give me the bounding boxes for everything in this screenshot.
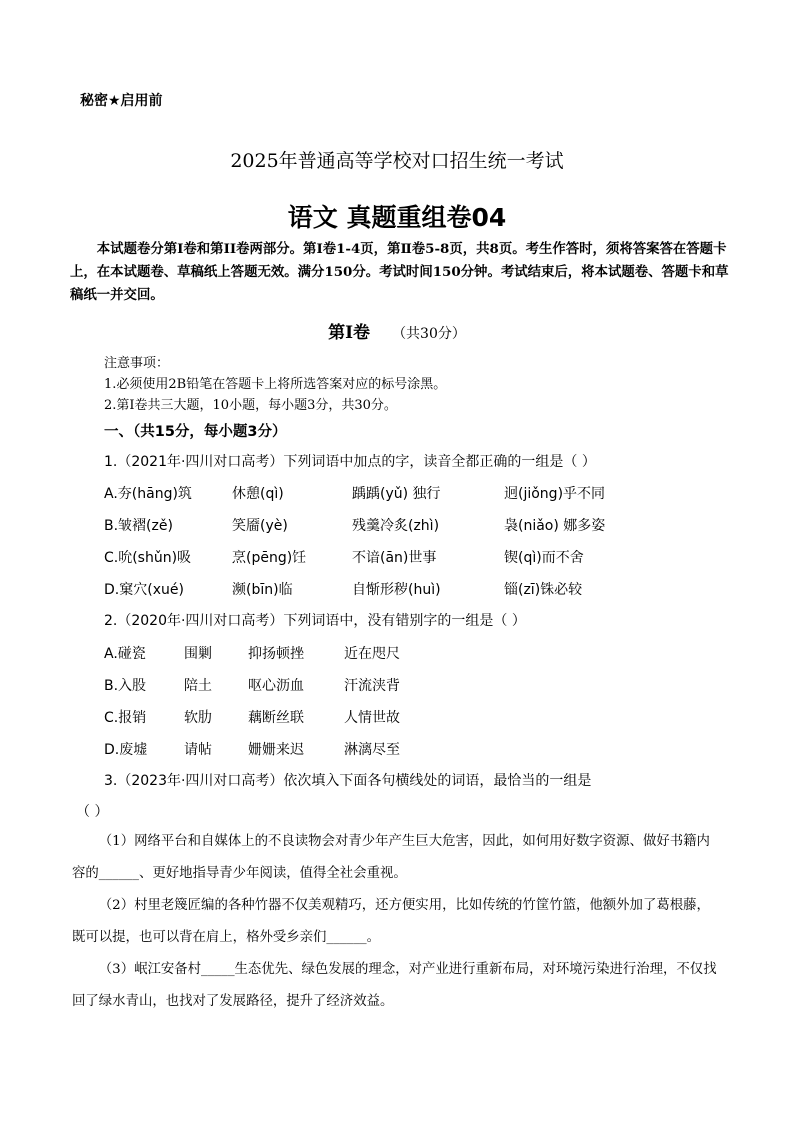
option-item: B.入股 [104,678,147,694]
fill-sentence: （1）网络平台和自媒体上的不良读物会对青少年产生巨大危害，因此，如何用好数字资源、做好书籍内容的______、更好地指导青少年阅读，值得全社会重视。 [72,834,710,881]
option-item: 烹(pēng)饪 [232,550,307,566]
option-item: 抑扬顿挫 [248,646,304,662]
notes-item: 2.第Ⅰ卷共三大题，10小题，每小题3分，共30分。 [104,398,397,413]
notes-item: 1.必须使用2B铅笔在答题卡上将所选答案对应的标号涂黑。 [104,377,447,392]
option-item: C.吮(shǔn)吸 [104,550,192,566]
fill-sentence: （3）岷江安备村_____生态优先、绿色发展的理念，对产业进行重新布局，对环境污染进行治理，不仅找回了绿水青山，也找对了发展路径，提升了经济效益。 [72,962,717,1009]
volume-points: （共30分） [392,326,466,342]
option-item: 软肋 [184,710,212,726]
question-stem: 3.（2023年·四川对口高考）依次填入下面各句横线处的词语，最恰当的一组是 [104,773,592,789]
volume-title: 第Ⅰ卷 [328,323,371,343]
question-stem: 2.（2020年·四川对口高考）下列词语中，没有错别字的一组是（ ） [104,613,526,629]
volume-heading [0,318,794,343]
option-item: 笑靥(yè) [232,518,288,534]
option-item: 濒(bīn)临 [232,582,293,598]
exam-instructions: 本试题卷分第Ⅰ卷和第ⅠⅠ卷两部分。第Ⅰ卷1-4页，第Ⅱ卷5-8页，共8页。考生作答时，须将答案答在答题卡上，在本试题卷、草稿纸上答题无效。满分150分。考试时间150分钟。考试结束后，将本试题卷、答题卡和草稿纸一并交回。 [70,241,729,303]
option-item: 锱(zī)铢必较 [504,582,583,598]
option-item: 请帖 [184,742,212,758]
notes-heading: 注意事项： [104,356,170,371]
option-item: D.窠穴(xué) [104,582,184,598]
option-item: 汗流浃背 [344,678,400,694]
paper-title: 语文 真题重组卷04 [287,203,507,232]
section-heading: 一、（共15分，每小题3分） [104,424,287,440]
option-item: 自惭形秽(huì) [352,582,441,598]
option-item: 围剿 [184,646,212,662]
option-item: 近在咫尺 [344,646,400,662]
option-item: 淋漓尽至 [344,742,400,758]
option-item: 陪土 [184,678,212,694]
exam-title: 2025年普通高等学校对口招生统一考试 [230,150,564,172]
answer-paren: （ ） [76,804,109,820]
option-item: 残羹冷炙(zhì) [352,518,440,534]
option-item: 藕断丝联 [248,710,304,726]
option-item: A.碰瓷 [104,646,146,662]
option-item: 人情世故 [344,710,400,726]
option-item: A.夯(hāng)筑 [104,486,192,502]
option-item: C.报销 [104,710,147,726]
confidential-label: 秘密★启用前 [80,93,163,109]
option-item: 锲(qì)而不舍 [504,550,584,566]
option-item: 迥(jiǒng)乎不同 [504,486,606,502]
option-item: 踽踽(yǔ) 独行 [352,486,441,502]
option-item: B.皱褶(zě) [104,518,173,534]
option-item: 休憩(qì) [232,486,284,502]
option-item: 姗姗来迟 [248,742,304,758]
option-item: 呕心沥血 [248,678,304,694]
option-item: D.废墟 [104,742,148,758]
option-item: 袅(niǎo) 娜多姿 [504,518,606,534]
fill-sentence: （2）村里老篾匠编的各种竹器不仅美观精巧，还方便实用，比如传统的竹筐竹篮，他额外加了葛根藤，既可以提，也可以背在肩上，格外受乡亲们______。 [72,898,710,945]
option-item: 不谙(ān)世事 [352,550,437,566]
question-stem: 1.（2021年·四川对口高考）下列词语中加点的字，读音全都正确的一组是（ ） [104,454,596,470]
